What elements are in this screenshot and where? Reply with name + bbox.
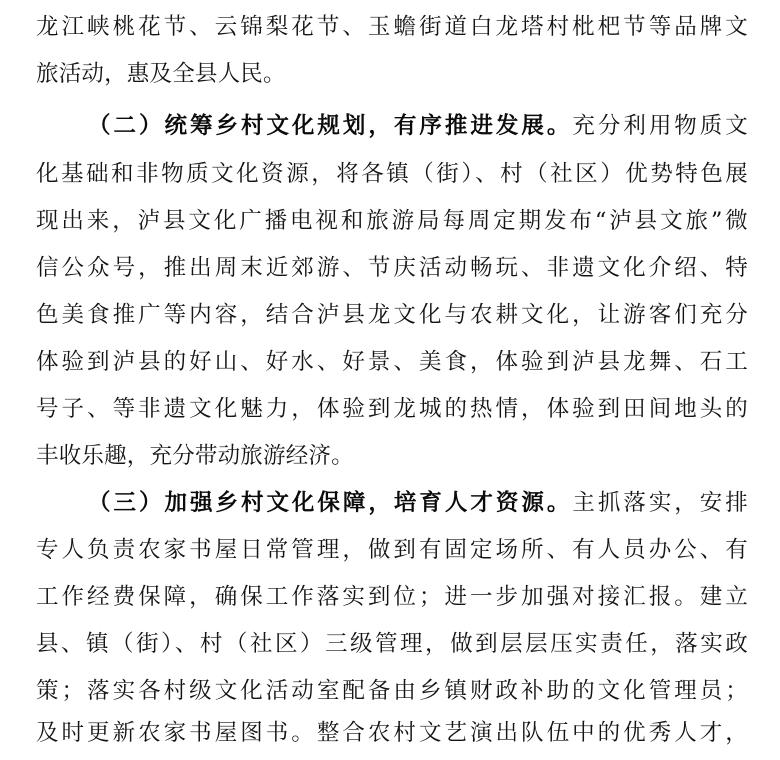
paragraph-3-first-line-rest: 主抓落实，安排 xyxy=(572,490,748,516)
paragraph-3-line-2: 专人负责农家书屋日常管理，做到有固定场所、有人员办公、有 xyxy=(36,537,748,563)
paragraph-2-line-1 xyxy=(88,101,748,151)
paragraph-2-heading: （二）统筹乡村文化规划，有序推进发展。 xyxy=(88,113,573,139)
paragraph-3-line-4: 县、镇（街）、村（社区）三级管理，做到层层压实责任，落实政 xyxy=(36,631,748,657)
paragraph-2-first-line-rest: 充分利用物质文 xyxy=(572,113,748,139)
paragraph-2-line-3: 现出来，泸县文化广播电视和旅游局每周定期发布“泸县文旅”微 xyxy=(36,208,748,234)
paragraph-2-line-2: 化基础和非物质文化资源，将各镇（街）、村（社区）优势特色展 xyxy=(36,161,748,187)
paragraph-3-heading: （三）加强乡村文化保障，培育人才资源。 xyxy=(88,490,573,516)
paragraph-3-line-6: 及时更新农家书屋图书。整合农村文艺演出队伍中的优秀人才， xyxy=(36,720,748,746)
paragraph-3-line-1 xyxy=(88,478,748,528)
paragraph-3-line-3: 工作经费保障，确保工作落实到位；进一步加强对接汇报。建立 xyxy=(36,584,748,610)
paragraph-2-line-7: 号子、等非遗文化魅力，体验到龙城的热情，体验到田间地头的 xyxy=(36,396,748,422)
paragraph-2-line-5: 色美食推广等内容，结合泸县龙文化与农耕文化，让游客们充分 xyxy=(36,302,748,328)
paragraph-1-line-1: 龙江峡桃花节、云锦梨花节、玉蟾街道白龙塔村枇杷节等品牌文 xyxy=(36,14,748,40)
paragraph-2-line-8: 丰收乐趣，充分带动旅游经济。 xyxy=(36,443,354,469)
paragraph-2-line-6: 体验到泸县的好山、好水、好景、美食，体验到泸县龙舞、石工 xyxy=(36,349,748,375)
paragraph-3-line-5: 策；落实各村级文化活动室配备由乡镇财政补助的文化管理员； xyxy=(36,678,748,704)
paragraph-2-line-4: 信公众号，推出周末近郊游、节庆活动畅玩、非遗文化介绍、特 xyxy=(36,255,748,281)
paragraph-1-line-2: 旅活动，惠及全县人民。 xyxy=(36,61,286,87)
